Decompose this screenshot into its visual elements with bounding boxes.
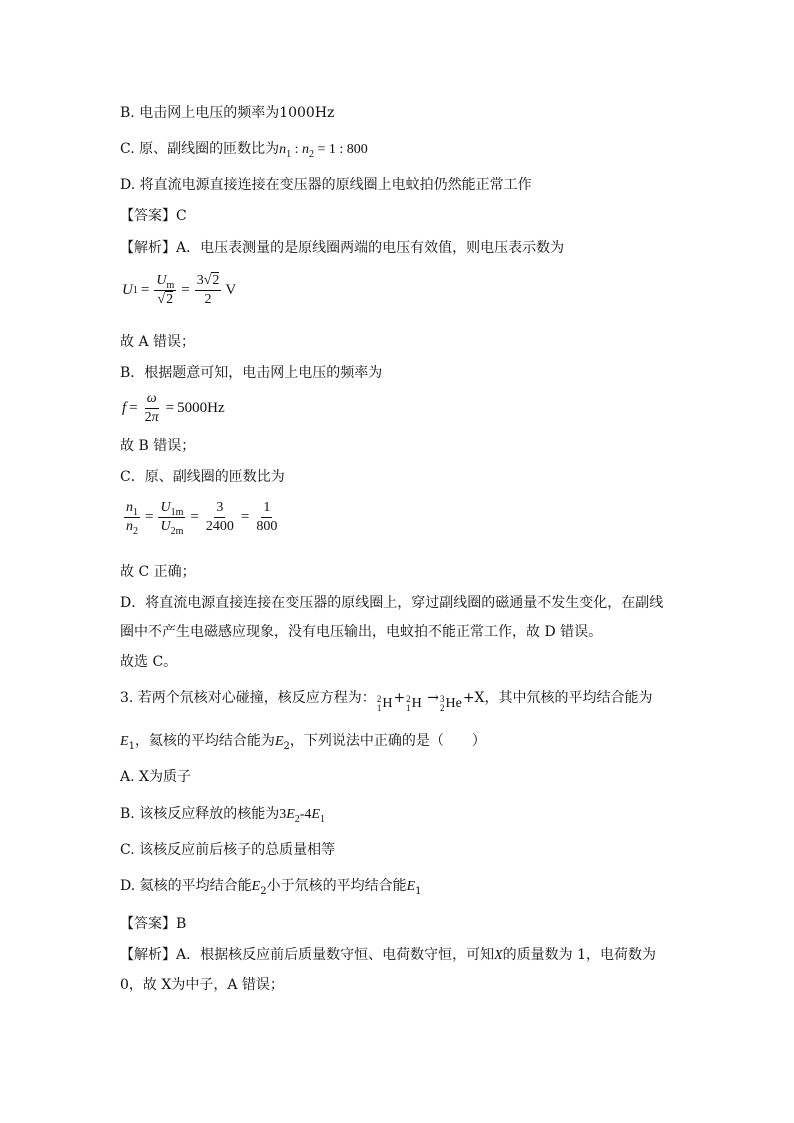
q2-option-d[interactable]: D. 将直流电源直接连接在变压器的原线圈上电蚊拍仍然能正常工作 <box>120 177 532 193</box>
q3-analysis-a-suffix: 的质量数为 1，电荷数为 <box>502 947 657 963</box>
q3-option-b-text: B. 该核反应释放的核能为 <box>120 806 280 822</box>
q3-stem2-suffix: ，氦核的平均结合能为 <box>134 733 275 749</box>
q3-option-d[interactable]: D. 氦核的平均结合能$E_2$小于氘核的平均结合能$E_1$ <box>120 878 422 897</box>
q2-option-c-math: $n_1$ : $n_2 = 1$ : 800 <box>279 142 368 160</box>
q3-stem-line1 <box>120 688 653 714</box>
q3-option-d-mid: 小于氘核的平均结合能 <box>266 878 407 894</box>
q2-option-b[interactable]: B. 电击网上电压的频率为1000Hz <box>120 105 335 121</box>
q2-analysis-a: 【解析】A．电压表测量的是原线圈两端的电压有效值，则电压表示数为 <box>120 240 565 256</box>
q2-analysis-d-line1: D．将直流电源直接连接在变压器的原线圈上，穿过副线圈的磁通量不发生变化，在副线 <box>120 595 664 611</box>
q3-analysis-a-line2: 0，故 X为中子，A 错误； <box>120 977 284 993</box>
q2-equation-b: f = $\frac{\omega}{2\pi}$ = 5000Hz <box>122 391 225 425</box>
q3-stem-prefix: 3. 若两个氘核对心碰撞，核反应方程为： <box>120 690 376 706</box>
q2-equation-a: U 1 = $\frac{U_m}{√2}$ = $\frac{3√2}{2}$ V <box>122 273 237 307</box>
q2-option-c-text: C. 原、副线圈的匝数比为 <box>120 141 280 157</box>
q3-analysis-a-line1: 【解析】A．根据核反应前后质量数守恒、电荷数守恒，可知X的质量数为 1，电荷数为 <box>120 947 657 963</box>
q3-option-b-math: $3E_2-4E_1$ <box>279 807 325 825</box>
q2-analysis-c: C．原、副线圈的匝数比为 <box>120 469 285 485</box>
q3-analysis-a-prefix: 【解析】A．根据核反应前后质量数守恒、电荷数守恒，可知 <box>120 947 495 963</box>
q2-final-choice: 故选 C。 <box>120 654 178 670</box>
q3-nuclear-equation: 2 1 H + 2 1 H → 3 2 He +X <box>376 690 485 713</box>
q3-stem-line2: $E_1$，氦核的平均结合能为$E_2$，下列说法中正确的是（ ） <box>120 733 486 752</box>
q2-conclusion-a: 故 A 错误； <box>120 334 196 350</box>
q2-conclusion-b: 故 B 错误； <box>120 438 196 454</box>
q3-answer: 【答案】B <box>120 916 187 932</box>
q2-option-c[interactable] <box>120 139 368 160</box>
q2-analysis-b: B．根据题意可知，电击网上电压的频率为 <box>120 365 383 381</box>
q3-stem-suffix: ，其中氘核的平均结合能为 <box>484 690 653 706</box>
q2-equation-c: $\frac{n_1}{n_2}$ = $\frac{U_{1m}}{U_{2m}}$ = $\frac{3}{2400}$ = $\frac{1}{800}$ <box>126 500 278 537</box>
q2-conclusion-c: 故 C 正确； <box>120 564 196 580</box>
q3-option-d-prefix: D. 氦核的平均结合能 <box>120 878 252 894</box>
q3-option-a[interactable]: A. X为质子 <box>120 769 191 785</box>
q3-option-c[interactable]: C. 该核反应前后核子的总质量相等 <box>120 842 336 858</box>
q3-option-b[interactable] <box>120 804 325 825</box>
q2-answer: 【答案】C <box>120 208 187 224</box>
q2-analysis-d-line2: 圈中不产生电磁感应现象，没有电压输出，电蚊拍不能正常工作，故 D 错误。 <box>120 624 603 640</box>
q3-stem2-end: ，下列说法中正确的是（ ） <box>289 733 486 749</box>
